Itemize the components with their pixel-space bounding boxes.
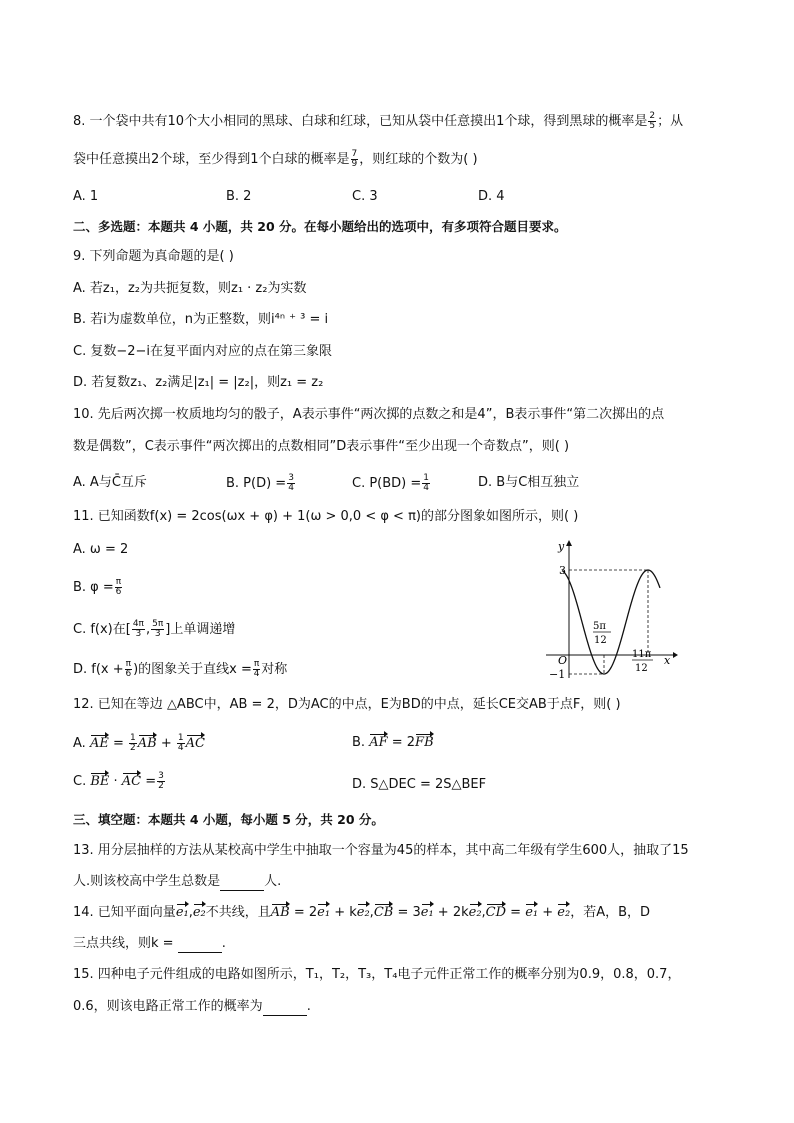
q8-option-c: C. 3 — [352, 189, 378, 204]
q9-option-d: D. 若复数z₁、z₂满足|z₁| = |z₂|，则z₁ = z₂ — [73, 375, 324, 390]
q12-option-c: C. BE · AC = $\frac{3}{2}$ — [73, 771, 164, 791]
q8-option-d: D. 4 — [478, 189, 505, 204]
q14-line1: 14. 已知平面向量e₁,e₂不共线，且AB = 2e₁ + ke₂,CB = 3e₁ + 2ke₂,CD = e₁ + e₂，若A，B，D — [73, 905, 651, 920]
q8-option-b: B. 2 — [226, 189, 252, 204]
graph-x2-num: 11π — [632, 649, 652, 660]
q12-option-d: D. S△DEC = 2S△BEF — [352, 777, 487, 792]
q8-fraction-white: $\frac{7}{9}$ — [351, 149, 358, 169]
q11-option-c: C. f(x)在[ $\frac{4\pi}{3}$ , $\frac{5\pi}{3}$ ]上单调递增 — [73, 619, 236, 639]
q8-line2: 袋中任意摸出2个球，至少得到1个白球的概率是 $\frac{7}{9}$ ，则红球的个数为( ) — [73, 149, 478, 169]
q13-line1: 13. 用分层抽样的方法从某校高中学生中抽取一个容量为45的样本，其中高二年级有学生600人，抽取了15 — [73, 843, 689, 858]
graph-x1-num: 5π — [593, 621, 606, 632]
q10-line2: 数是偶数”，C表示事件“两次掷出的点数相同”D表示事件“至少出现一个奇数点”，则( ) — [73, 439, 570, 454]
q10-option-a: A. A与C̄互斥 — [73, 475, 147, 490]
q9-option-b: B. 若i为虚数单位，n为正整数，则i⁴ⁿ ⁺ ³ = i — [73, 312, 329, 327]
q15-answer-blank[interactable] — [263, 1001, 307, 1016]
q11-option-d: D. f(x + $\frac{\pi}{6}$ )的图象关于直线x = $\frac{\pi}{4}$ 对称 — [73, 659, 288, 679]
graph-y-arrow-icon — [566, 540, 572, 546]
q11-stem: 11. 已知函数f(x) = 2cos(ωx + φ) + 1(ω > 0,0 < φ < π)的部分图象如图所示，则( ) — [73, 509, 579, 524]
q8-option-a: A. 1 — [73, 189, 99, 204]
q15-line2: 0.6，则该电路正常工作的概率为 . — [73, 999, 311, 1014]
graph-y-label: y — [558, 540, 565, 553]
q8-line1: 8. 一个袋中共有10个大小相同的黑球、白球和红球，已知从袋中任意摸出1个球，得到黑球的概率是 $\frac{2}{5}$ ；从 — [73, 111, 684, 131]
q9-option-c: C. 复数−2−i在复平面内对应的点在第三象限 — [73, 344, 333, 359]
q10-option-b: B. P(D) = $\frac{3}{4}$ — [226, 473, 294, 493]
q9-stem: 9. 下列命题为真命题的是( ) — [73, 249, 234, 264]
graph-y-min-label: −1 — [549, 668, 566, 680]
graph-x1-den: 12 — [594, 635, 607, 646]
graph-x2-den: 12 — [635, 663, 648, 674]
q12-stem: 12. 已知在等边 △ABC中，AB = 2，D为AC的中点，E为BD的中点，延长CE交AB于点F，则( ) — [73, 697, 621, 712]
q14-answer-blank[interactable] — [178, 938, 222, 953]
q10-line1: 10. 先后两次掷一枚质地均匀的骰子，A表示事件“两次掷的点数之和是4”，B表示事件“第二次掷出的点 — [73, 407, 665, 422]
q8-fraction-black: $\frac{2}{5}$ — [649, 111, 656, 131]
q15-line1: 15. 四种电子元件组成的电路如图所示，T₁，T₂，T₃，T₄电子元件正常工作的概率分别为0.9，0.8，0.7， — [73, 967, 681, 982]
graph-y-max-label: 3 — [559, 564, 566, 577]
q12-option-a: A. AE = $\frac{1}{2}$ AB + $\frac{1}{4}$ AC — [73, 733, 205, 753]
q12-option-b: B. AF = 2FB — [352, 735, 434, 750]
section-3-heading: 三、填空题：本题共 4 小题，每小题 5 分，共 20 分。 — [73, 812, 384, 827]
graph-origin-label: O — [558, 654, 568, 667]
graph-x-arrow-icon — [673, 652, 678, 658]
q11-option-b: B. φ = $\frac{\pi}{6}$ — [73, 577, 122, 597]
q10-option-c: C. P(BD) = $\frac{1}{4}$ — [352, 473, 430, 493]
q9-option-a: A. 若z₁，z₂为共扼复数，则z₁ · z₂为实数 — [73, 281, 307, 296]
q11-option-a: A. ω = 2 — [73, 542, 129, 557]
q10-option-d: D. B与C相互独立 — [478, 475, 580, 490]
q14-line2: 三点共线，则k = . — [73, 936, 226, 951]
q11-function-graph — [540, 538, 680, 680]
section-2-heading: 二、多选题：本题共 4 小题，共 20 分。在每小题给出的选项中，有多项符合题目要求。 — [73, 219, 567, 234]
graph-x-label: x — [664, 654, 671, 667]
q13-answer-blank[interactable] — [220, 876, 264, 891]
q13-line2: 人.则该校高中学生总数是 人. — [73, 874, 282, 889]
